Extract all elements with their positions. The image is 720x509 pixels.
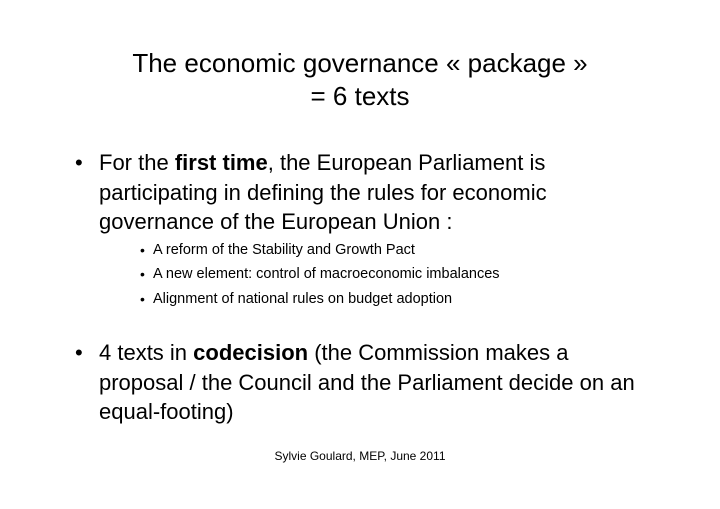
bullet-text-emphasis: first time (174, 150, 268, 175)
bullet-first-time (75, 148, 655, 314)
bullet-text-prefix: For the (99, 150, 175, 175)
bullet-marker: • (75, 340, 83, 365)
slide-title-line-1: The economic governance « package » (132, 48, 588, 78)
bullet-text-suffix: (the Commission makes a proposal / the Council and the Parliament decide on an equal-footing) (99, 340, 635, 424)
sub-bullet-item (140, 290, 655, 315)
bullet-codecision (75, 338, 655, 427)
sub-bullet-text: A reform of the Stability and Growth Pact (153, 241, 415, 258)
sub-bullet-item (140, 241, 655, 266)
slide-title (0, 47, 720, 113)
bullet-text-prefix: 4 texts in (99, 340, 194, 365)
bullet-text (99, 338, 655, 427)
slide-footer: Sylvie Goulard, MEP, June 2011 (274, 449, 446, 463)
slide-title-line-2: = 6 texts (310, 81, 410, 111)
sub-bullet-text: Alignment of national rules on budget adoption (153, 290, 453, 307)
sub-bullet-marker: • (140, 266, 145, 282)
bullet-marker: • (75, 150, 83, 175)
sub-bullet-text: A new element: control of macroeconomic imbalances (153, 266, 500, 282)
sub-bullet-item (140, 265, 655, 290)
sub-bullet-list (75, 241, 655, 315)
bullet-text-suffix: , the European Parliament is participating in defining the rules for economic governance of the European Union : (99, 150, 547, 234)
sub-bullet-marker: • (140, 290, 145, 307)
bullet-text-emphasis: codecision (193, 340, 309, 365)
sub-bullet-marker: • (140, 241, 145, 258)
bullet-text (99, 148, 655, 237)
